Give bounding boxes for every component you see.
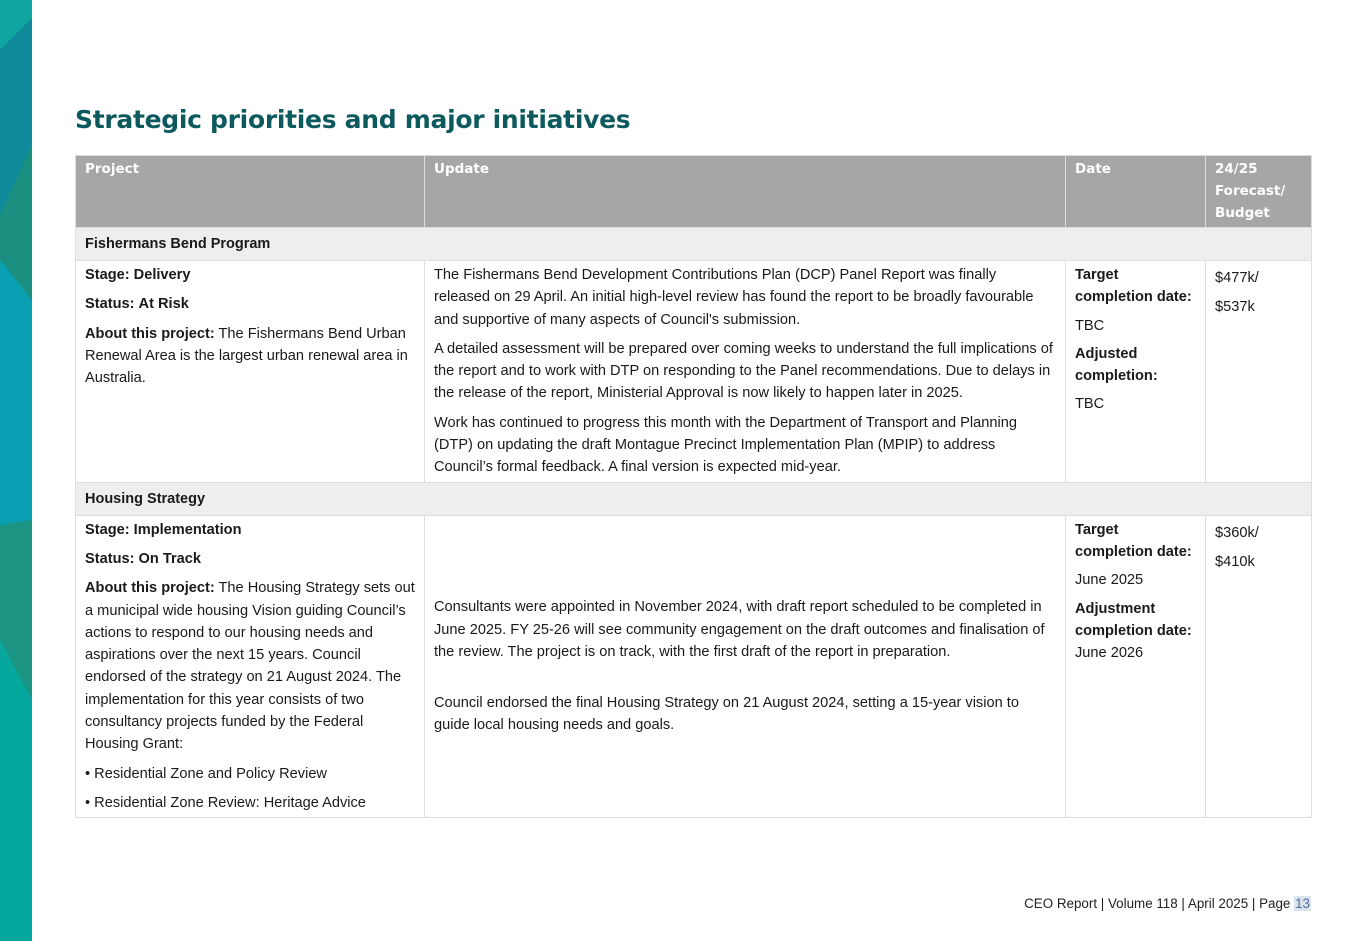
project-cell: [76, 261, 425, 483]
update-paragraph: Council endorsed the final Housing Strategy on 21 August 2024, setting a 15-year vision to guide local housing needs and goals.: [434, 695, 1019, 734]
footer-text: CEO Report | Volume 118 | April 2025 | Page: [1024, 896, 1295, 911]
page-title: Strategic priorities and major initiatives: [75, 105, 631, 134]
section-title: Housing Strategy: [76, 482, 1312, 515]
section-row: [76, 482, 1312, 515]
adjusted-date-label: Adjusted completion:: [1075, 345, 1158, 385]
budget-value: $537k: [1215, 299, 1255, 315]
update-paragraph: The Fishermans Bend Development Contributions Plan (DCP) Panel Report was finally released on 29 April. An initial high-level review has found the report to be broadly favourable and supportive of many aspects of Council's submission.: [434, 267, 1034, 328]
bullet-item: • Residential Zone Review: Heritage Advice: [85, 794, 366, 811]
page-number: 13: [1295, 896, 1310, 911]
adjusted-date: [1075, 601, 1192, 662]
geometric-pattern: [0, 0, 32, 941]
budget-cell: [1206, 515, 1312, 818]
adjusted-date-value: June 2026: [1075, 645, 1144, 662]
target-date-label: Target completion date:: [1075, 521, 1192, 560]
section-row: [76, 228, 1312, 261]
decorative-side-band: [0, 0, 32, 941]
forecast-value: $360k/: [1215, 524, 1259, 541]
page-footer: [1024, 896, 1311, 911]
stage: Stage: Implementation: [85, 521, 242, 538]
about-project: About this project: The Housing Strategy sets out a municipal wide housing Vision guiding Council’s actions to respond to our housing needs and aspirations over the next 15 years. Council endorsed of the strategy on 21 August 2024. The implementation for this year consists of two consultancy projects funded by the Federal Housing Grant:: [85, 580, 415, 753]
target-date-value: TBC: [1075, 317, 1105, 334]
status-value: On Track: [138, 550, 201, 567]
stage-value: Delivery: [133, 267, 191, 283]
status: Status: On Track: [85, 550, 201, 567]
section-title: Fishermans Bend Program: [76, 228, 1312, 261]
project-cell: [76, 515, 425, 818]
bullet-item: • Residential Zone and Policy Review: [85, 765, 327, 782]
target-date-value: June 2025: [1075, 572, 1144, 589]
update-paragraph: Consultants were appointed in November 2024, with draft report scheduled to be completed in June 2025. FY 25-26 will see community engagement on the draft outcomes and finalisation of the review. The project is on track, with the first draft of the report in preparation.: [434, 599, 1045, 660]
adjusted-date-value: TBC: [1075, 396, 1105, 413]
budget-value: $410k: [1215, 553, 1255, 570]
about-project: About this project: The Fishermans Bend Urban Renewal Area is the largest urban renewal area in Australia.: [85, 325, 408, 387]
header-update: Update: [425, 156, 1066, 228]
stage-value: Implementation: [133, 521, 242, 538]
status: Status: At Risk: [85, 296, 189, 313]
table-row: [76, 515, 1312, 818]
update-cell: [425, 515, 1066, 818]
header-budget: 24/25 Forecast/ Budget: [1206, 156, 1312, 228]
update-cell: [425, 261, 1066, 483]
status-value: At Risk: [138, 296, 189, 313]
update-paragraph: Work has continued to progress this month with the Department of Transport and Planning (DTP) on updating the draft Montague Precinct Implementation Plan (MPIP) to address Council’s formal feedback. A final version is expected mid-year.: [434, 414, 1017, 476]
about-text: The Fishermans Bend Urban Renewal Area is the largest urban renewal area in Australia.: [85, 325, 408, 387]
adjusted-date-label: Adjustment completion date:: [1075, 600, 1192, 639]
header-project: Project: [76, 156, 425, 228]
update-paragraph: A detailed assessment will be prepared over coming weeks to understand the full implications of the report and to work with DTP on responding to the Panel recommendations. Due to delays in the release of the report, Ministerial Approval is now likely to happen later in 2025.: [434, 340, 1053, 402]
date-cell: [1066, 515, 1206, 818]
initiatives-table: [75, 155, 1312, 818]
date-cell: [1066, 261, 1206, 483]
table-row: [76, 261, 1312, 483]
table-header-row: [76, 156, 1312, 228]
stage: Stage: Delivery: [85, 267, 191, 283]
forecast-value: $477k/: [1215, 270, 1259, 286]
spacer: [434, 670, 1056, 692]
target-date-label: Target completion date:: [1075, 267, 1192, 306]
about-text: The Housing Strategy sets out a municipal wide housing Vision guiding Council’s actions to respond to our housing needs and aspirations over the next 15 years. Council endorsed of the strategy on 21 August 2024. The implementation for this year consists of two consultancy projects funded by the Federal Housing Grant:: [85, 580, 415, 753]
budget-cell: [1206, 261, 1312, 483]
header-date: Date: [1066, 156, 1206, 228]
